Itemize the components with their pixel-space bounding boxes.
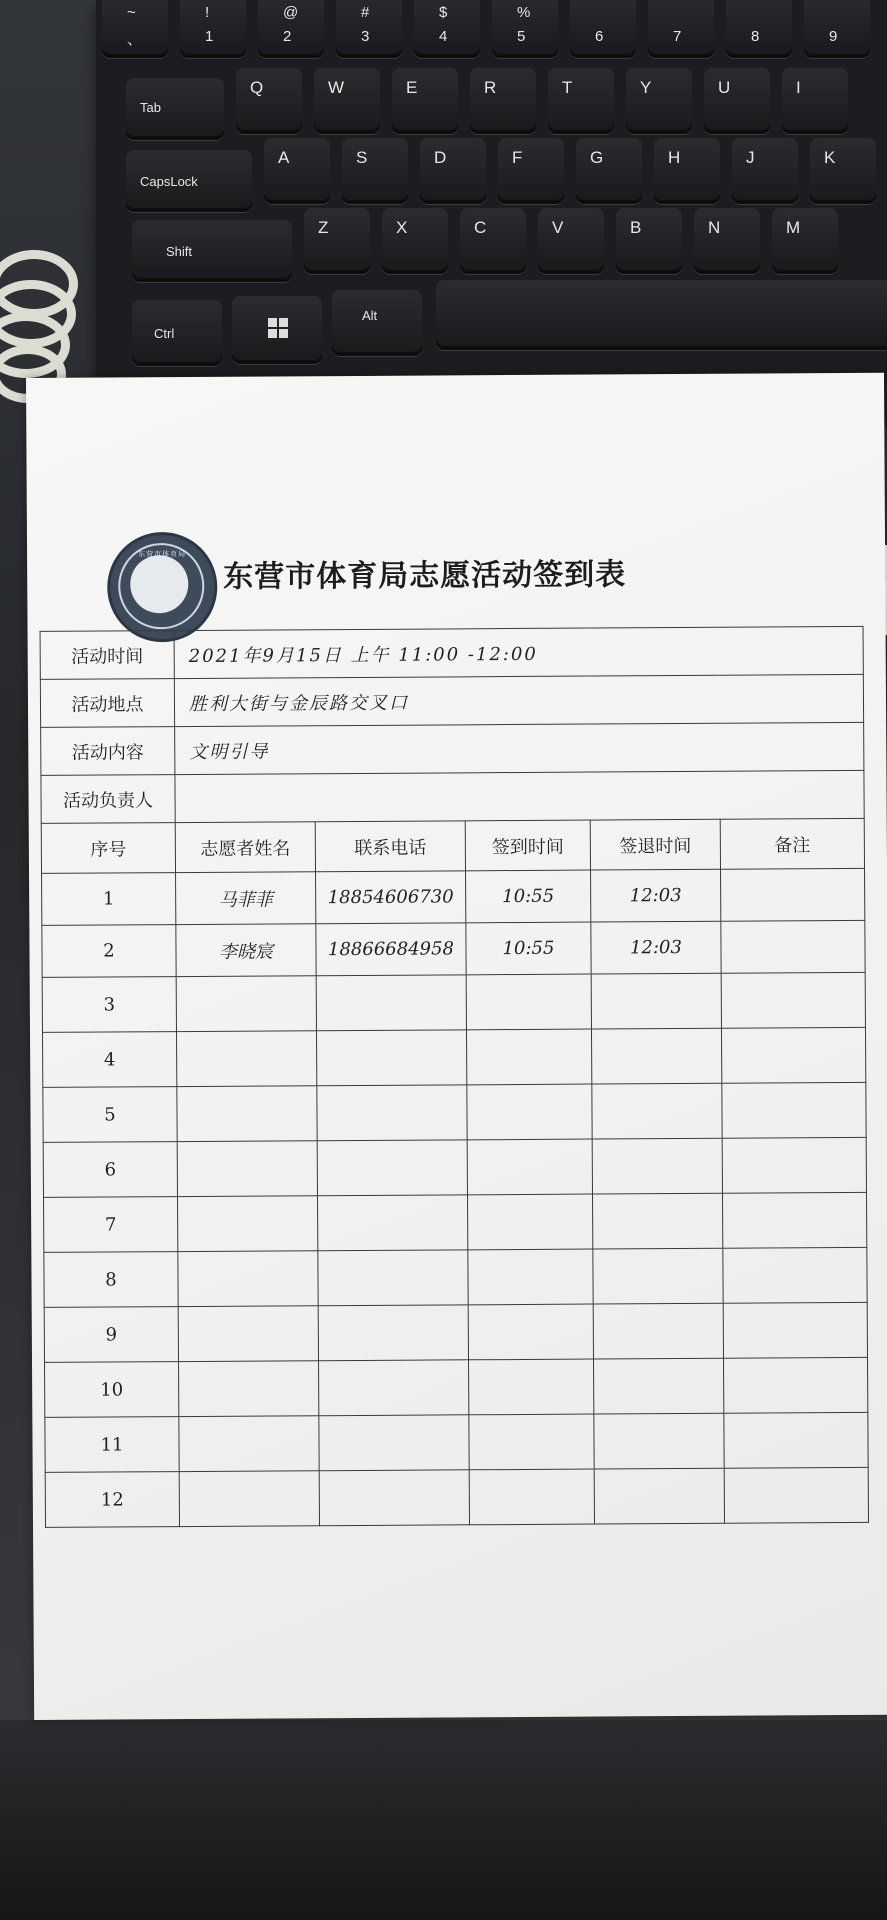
key-label: T [562,78,573,97]
key-label: @ [283,4,299,21]
desk-edge [0,1720,887,1920]
keyboard [96,0,887,420]
cell-in [467,1139,592,1195]
key-label: $ [439,4,448,21]
form-title: 东营市体育局志愿活动签到表 [223,557,627,595]
key-label: 3 [361,28,370,45]
table-row [45,1412,868,1472]
cell-note [721,1027,865,1083]
info-row [40,626,863,679]
cell-note [721,972,865,1028]
key-label: 6 [595,28,604,45]
key-1[interactable] [180,0,246,58]
cell-note [722,1137,866,1193]
cell-no: 8 [44,1252,178,1308]
key-x[interactable] [382,208,448,274]
key-label: % [517,4,531,21]
cell-note [721,920,865,973]
key-s[interactable] [342,138,408,204]
key-capslock[interactable] [126,150,252,212]
info-label: 活动地点 [40,679,174,728]
cell-phone [319,1470,469,1526]
key-label: U [718,78,731,97]
info-label: 活动内容 [41,727,175,776]
cell-out: 12:03 [591,921,721,974]
table-row [44,1192,867,1252]
table-row [45,1467,868,1527]
info-label: 活动时间 [40,631,174,680]
cell-name [178,1196,318,1252]
table-row [44,1302,867,1362]
table-row [42,972,865,1032]
info-value: 胜利大街与金辰路交叉口 [174,674,863,726]
key-label: Y [640,78,652,97]
cell-in [467,1194,592,1250]
cell-note [724,1357,868,1413]
key-label: 4 [439,28,448,45]
info-row [40,674,863,727]
key-label: D [434,148,447,167]
cell-phone [316,975,466,1031]
key-label: I [796,78,801,97]
cell-in: 10:55 [466,922,591,975]
key-r[interactable] [470,68,536,134]
key-label: X [396,218,408,237]
cell-name [176,1031,316,1087]
cell-out [591,973,721,1029]
cell-in [469,1359,594,1415]
key-h[interactable] [654,138,720,204]
cell-out [593,1248,723,1304]
key-label: Z [318,218,329,237]
key-3[interactable] [336,0,402,58]
cell-out [591,1028,721,1084]
cell-no: 2 [42,925,176,978]
key-m[interactable] [772,208,838,274]
key-label: 、 [127,31,143,48]
col-header-note: 备注 [720,818,864,869]
key-label: H [668,148,681,167]
key-label: C [474,218,487,237]
info-value [175,770,864,822]
key-q[interactable] [236,68,302,134]
key-a[interactable] [264,138,330,204]
cell-note [723,1247,867,1303]
key-label: V [552,218,564,237]
key-5[interactable] [492,0,558,58]
key-label: CapsLock [140,174,198,189]
cell-out [593,1303,723,1359]
key-8[interactable] [726,0,792,58]
cell-phone [318,1195,468,1251]
cell-in [468,1304,593,1360]
key-label: Shift [166,244,193,259]
cell-no: 12 [45,1472,179,1528]
cell-no: 5 [43,1087,177,1143]
key-label: 5 [517,28,526,45]
key-4[interactable] [414,0,480,58]
cell-in [469,1414,594,1470]
key-alt[interactable] [332,290,422,356]
key-e[interactable] [392,68,458,134]
cell-no: 9 [44,1307,178,1363]
cell-name [177,1086,317,1142]
cell-out [592,1138,722,1194]
key-label: 9 [829,28,838,45]
cell-in [467,1084,592,1140]
key-label: W [328,78,345,97]
key-6[interactable] [570,0,636,58]
cell-in [466,1029,591,1085]
cell-no: 3 [42,977,176,1033]
cell-in [469,1469,594,1525]
col-header-no: 序号 [41,823,175,874]
emblem-logo [107,532,218,643]
key-label: R [484,78,497,97]
key-t[interactable] [548,68,614,134]
key-g[interactable] [576,138,642,204]
key-label: N [708,218,721,237]
table-row [42,920,865,977]
key-label: 2 [283,28,292,45]
key-label: A [278,148,290,167]
cell-name: 李晓宸 [176,924,316,977]
key-label: G [590,148,604,167]
cell-note [724,1467,868,1523]
cell-out [594,1358,724,1414]
key-label: ~ [127,4,136,21]
cell-out [592,1193,722,1249]
key-n[interactable] [694,208,760,274]
cell-out [594,1468,724,1524]
col-header-phone: 联系电话 [315,821,465,872]
key-label: F [512,148,523,167]
cell-name [176,976,316,1032]
key-z[interactable] [304,208,370,274]
key-b[interactable] [616,208,682,274]
key-label: B [630,218,642,237]
key-label: 8 [751,28,760,45]
key-7[interactable] [648,0,714,58]
key-label: E [406,78,418,97]
key-k[interactable] [810,138,876,204]
key-label: # [361,4,370,21]
table-row [42,868,865,925]
cell-name [178,1251,318,1307]
cell-name [179,1471,319,1527]
key-label: K [824,148,836,167]
col-header-checkout: 签退时间 [590,819,720,870]
info-row [41,722,864,775]
cell-note [721,868,865,921]
cell-phone [316,1030,466,1086]
table-row [43,1082,866,1142]
key-tab[interactable] [126,78,224,140]
cell-phone [319,1415,469,1471]
table-row [44,1247,867,1307]
cell-name [179,1361,319,1417]
cell-note [724,1412,868,1468]
key-u[interactable] [704,68,770,134]
cell-no: 7 [44,1197,178,1253]
cell-phone [318,1250,468,1306]
cell-out: 12:03 [591,869,721,922]
key-label: 1 [205,28,214,45]
cell-phone [319,1360,469,1416]
key-label: ! [205,4,210,21]
cell-no: 1 [42,873,176,926]
cell-name [177,1141,317,1197]
key-windows[interactable] [232,296,322,364]
key-label: Q [250,78,264,97]
table-header [41,818,864,873]
info-value: 2021年9月15日 上午 11:00 -12:00 [174,626,863,678]
cell-note [723,1302,867,1358]
key-ctrl[interactable] [132,300,222,366]
key-label: S [356,148,368,167]
key-9[interactable] [804,0,870,58]
key-y[interactable] [626,68,692,134]
key-space[interactable] [436,280,887,350]
cell-no: 6 [43,1142,177,1198]
cell-name: 马菲菲 [176,872,316,925]
info-label: 活动负责人 [41,775,175,824]
key-label: 7 [673,28,682,45]
cell-phone [318,1305,468,1361]
sign-in-table [40,626,869,1528]
cell-name [179,1416,319,1472]
key-c[interactable] [460,208,526,274]
cell-note [722,1192,866,1248]
cell-note [722,1082,866,1138]
emblem-text: 东营市体育局 [138,550,187,559]
key-label: Ctrl [154,326,175,341]
key-label: Tab [140,100,161,115]
windows-icon [268,318,288,343]
cell-phone [317,1085,467,1141]
cell-out [592,1083,722,1139]
sign-in-sheet [26,373,887,1720]
table-row [42,1027,865,1087]
cell-no: 4 [42,1032,176,1088]
key-tilde[interactable] [102,0,168,58]
cell-in: 10:55 [466,870,591,923]
key-label: J [746,148,755,167]
cell-phone: 18866684958 [316,923,466,976]
col-header-name: 志愿者姓名 [175,822,315,873]
cell-phone: 18854606730 [316,871,466,924]
info-value: 文明引导 [175,722,864,774]
key-d[interactable] [420,138,486,204]
cell-no: 10 [45,1362,179,1418]
table-row [43,1137,866,1197]
cell-in [468,1249,593,1305]
cell-phone [317,1140,467,1196]
cell-name [178,1306,318,1362]
key-label: M [786,218,801,237]
key-v[interactable] [538,208,604,274]
cell-no: 11 [45,1417,179,1473]
key-j[interactable] [732,138,798,204]
col-header-checkin: 签到时间 [465,820,590,871]
cell-out [594,1413,724,1469]
key-label: Alt [362,308,378,323]
key-w[interactable] [314,68,380,134]
cell-in [466,974,591,1030]
key-2[interactable] [258,0,324,58]
key-f[interactable] [498,138,564,204]
table-row [45,1357,868,1417]
key-shift[interactable] [132,220,292,282]
key-i[interactable] [782,68,848,134]
info-row [41,770,864,823]
